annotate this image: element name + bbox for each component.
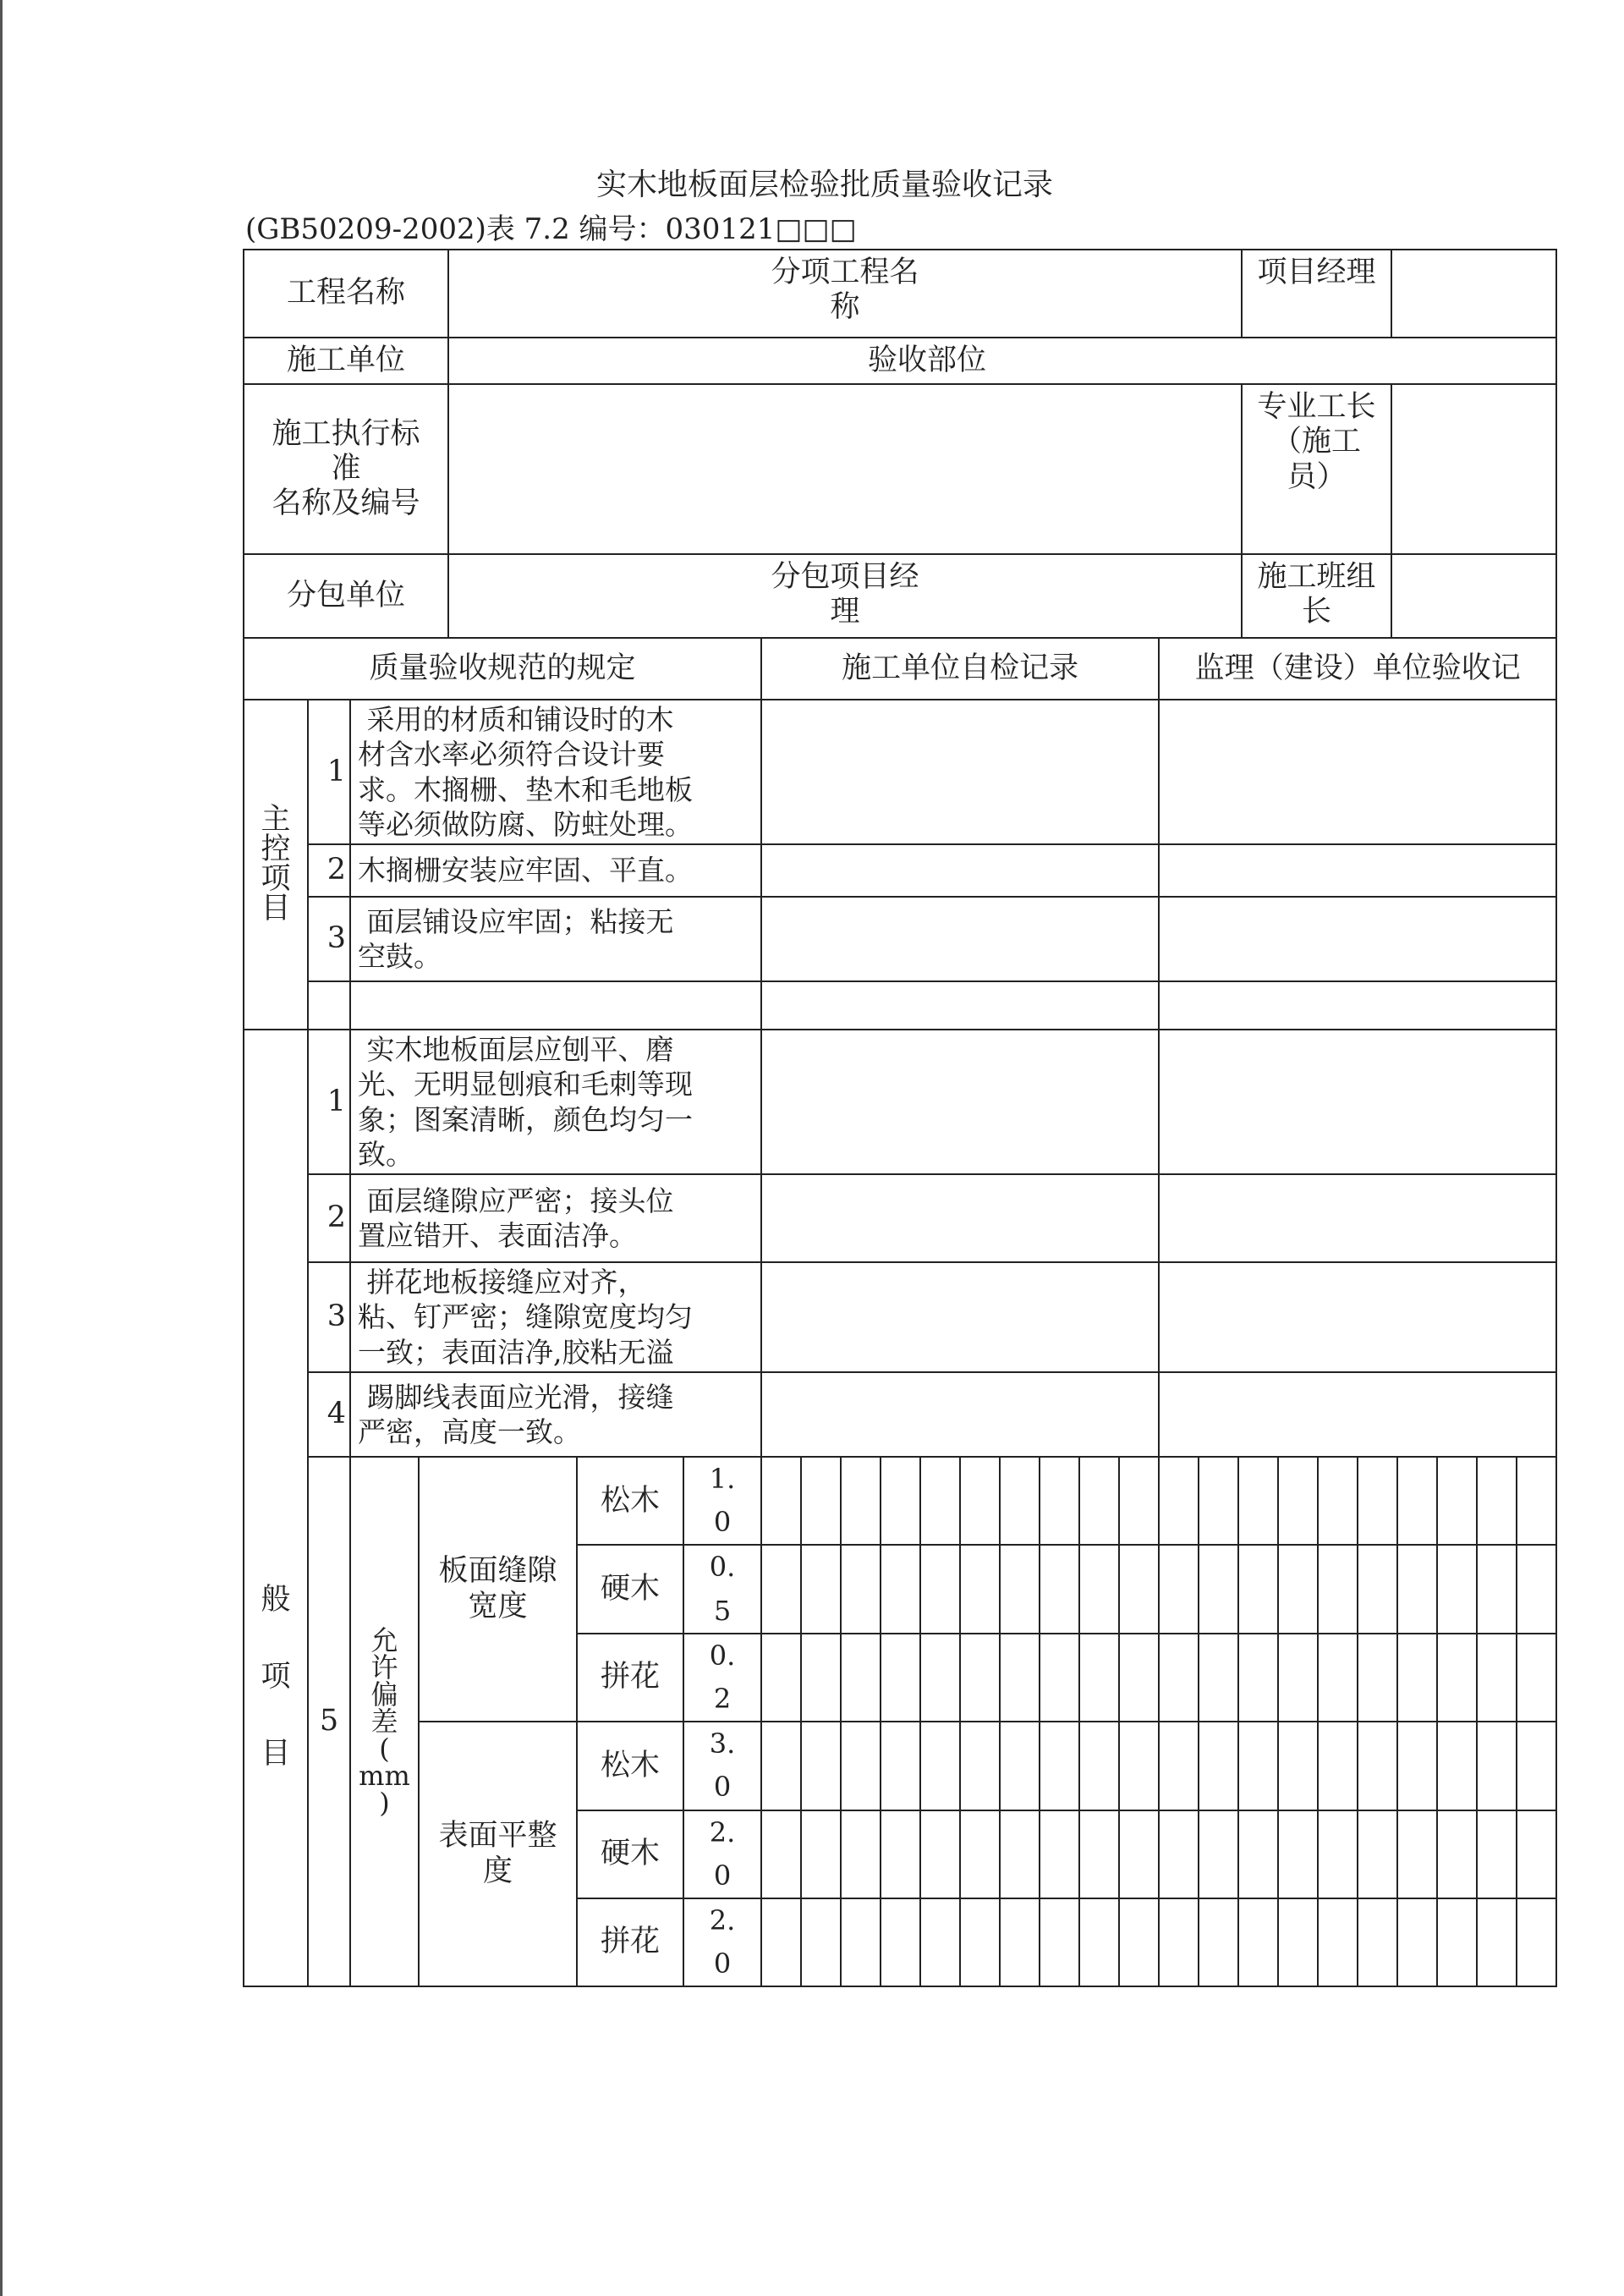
- measurement-cell[interactable]: [881, 1898, 920, 1986]
- measurement-cell[interactable]: [1199, 1545, 1238, 1633]
- measurement-cell[interactable]: [1437, 1634, 1477, 1722]
- wood-type: 硬木: [577, 1810, 683, 1898]
- measurement-cell[interactable]: [1437, 1457, 1477, 1545]
- wood-type: 硬木: [577, 1545, 683, 1633]
- measurement-cell[interactable]: [1318, 1722, 1358, 1810]
- measurement-cell[interactable]: [801, 1810, 841, 1898]
- item-number: 1: [308, 700, 350, 844]
- measurement-cell[interactable]: [801, 1722, 841, 1810]
- item-description: 木搁栅安装应牢固、平直。: [350, 844, 761, 897]
- measurement-cell[interactable]: [920, 1722, 960, 1810]
- measurement-cell[interactable]: [761, 1457, 801, 1545]
- main-control-label: 主 控 项 目: [244, 700, 308, 1030]
- measurement-cell[interactable]: [1477, 1898, 1517, 1986]
- measurement-cell[interactable]: [881, 1457, 920, 1545]
- measurement-cell[interactable]: [1517, 1634, 1556, 1722]
- tolerance-value: 2. 0: [683, 1898, 761, 1986]
- measurement-cell[interactable]: [1079, 1722, 1119, 1810]
- measurement-cell[interactable]: [1079, 1545, 1119, 1633]
- measurement-cell[interactable]: [1437, 1898, 1477, 1986]
- measurement-cell[interactable]: [1477, 1545, 1517, 1633]
- wood-type: 拼花: [577, 1898, 683, 1986]
- measurement-cell[interactable]: [1159, 1545, 1199, 1633]
- measurement-cell[interactable]: [1278, 1898, 1318, 1986]
- measurement-cell[interactable]: [1199, 1457, 1238, 1545]
- tolerance-value: 1. 0: [683, 1457, 761, 1545]
- self-check-cell[interactable]: [761, 1372, 1159, 1457]
- measurement-cell[interactable]: [1119, 1722, 1159, 1810]
- measurement-cell[interactable]: [1119, 1634, 1159, 1722]
- measurement-cell[interactable]: [1358, 1810, 1397, 1898]
- supervision-cell[interactable]: [1159, 1030, 1556, 1174]
- measurement-cell[interactable]: [920, 1898, 960, 1986]
- measurement-cell[interactable]: [920, 1634, 960, 1722]
- measurement-cell[interactable]: [841, 1457, 881, 1545]
- acceptance-part-label: 验收部位: [448, 338, 1556, 384]
- supervision-cell[interactable]: [1159, 1372, 1556, 1457]
- measurement-cell[interactable]: [1358, 1545, 1397, 1633]
- measurement-cell[interactable]: [1437, 1722, 1477, 1810]
- measurement-cell[interactable]: [1238, 1545, 1278, 1633]
- measurement-cell[interactable]: [1000, 1810, 1040, 1898]
- measurement-cell[interactable]: [1238, 1634, 1278, 1722]
- measurement-cell[interactable]: [1477, 1722, 1517, 1810]
- team-leader-label: 施工班组 长: [1242, 554, 1391, 638]
- measurement-cell[interactable]: [761, 1810, 801, 1898]
- foreman-label: 专业工长 （施工 员）: [1242, 384, 1391, 554]
- self-check-cell[interactable]: [761, 1262, 1159, 1372]
- project-manager-label: 项目经理: [1242, 250, 1391, 338]
- team-leader-value[interactable]: [1391, 554, 1556, 638]
- project-info-table: [243, 249, 1557, 639]
- tolerance-value: 2. 0: [683, 1810, 761, 1898]
- measurement-cell[interactable]: [1358, 1634, 1397, 1722]
- self-check-cell[interactable]: [761, 1030, 1159, 1174]
- item-description: 采用的材质和铺设时的木 材含水率必须符合设计要 求。木搁栅、垫木和毛地板 等必须做防腐、防蛀处理。: [350, 700, 761, 844]
- item-description: 踢脚线表面应光滑，接缝 严密，高度一致。: [350, 1372, 761, 1457]
- wood-type: 拼花: [577, 1634, 683, 1722]
- measurement-cell[interactable]: [841, 1722, 881, 1810]
- item-description: 拼花地板接缝应对齐， 粘、钉严密；缝隙宽度均匀 一致；表面洁净,胶粘无溢: [350, 1262, 761, 1372]
- measurement-cell[interactable]: [1437, 1545, 1477, 1633]
- measurement-cell[interactable]: [1517, 1898, 1556, 1986]
- measurement-cell[interactable]: [1119, 1898, 1159, 1986]
- tolerance-value: 0. 5: [683, 1545, 761, 1633]
- item-number: 2: [308, 844, 350, 897]
- measurement-cell[interactable]: [841, 1634, 881, 1722]
- measurement-cell[interactable]: [1358, 1457, 1397, 1545]
- project-name-label: 工程名称: [244, 250, 448, 338]
- measurement-cell[interactable]: [1517, 1722, 1556, 1810]
- measurement-cell[interactable]: [1000, 1457, 1040, 1545]
- measurement-cell[interactable]: [1000, 1634, 1040, 1722]
- measurement-cell[interactable]: [1397, 1457, 1437, 1545]
- item-description: 实木地板面层应刨平、磨 光、无明显刨痕和毛刺等现 象；图案清晰，颜色均匀一 致。: [350, 1030, 761, 1174]
- self-check-cell[interactable]: [761, 897, 1159, 981]
- measurement-cell[interactable]: [1040, 1810, 1079, 1898]
- measurement-cell[interactable]: [1199, 1634, 1238, 1722]
- measurement-cell[interactable]: [1278, 1457, 1318, 1545]
- self-check-cell[interactable]: [761, 1174, 1159, 1262]
- measurement-cell[interactable]: [881, 1634, 920, 1722]
- measurement-cell[interactable]: [1079, 1634, 1119, 1722]
- self-check-cell[interactable]: [761, 700, 1159, 844]
- measurement-cell[interactable]: [1318, 1457, 1358, 1545]
- supervision-cell[interactable]: [1159, 700, 1556, 844]
- measurement-cell[interactable]: [1000, 1898, 1040, 1986]
- item-number: 4: [308, 1372, 350, 1457]
- document-title: 实木地板面层检验批质量验收记录: [595, 168, 1053, 202]
- measurement-cell[interactable]: [1040, 1634, 1079, 1722]
- empty-cell: [308, 981, 350, 1030]
- measurement-cell[interactable]: [1397, 1545, 1437, 1633]
- measurement-cell[interactable]: [1517, 1810, 1556, 1898]
- measurement-cell[interactable]: [761, 1722, 801, 1810]
- measurement-cell[interactable]: [1040, 1457, 1079, 1545]
- general-items-label: 般 项 目: [244, 1030, 308, 1986]
- measurement-cell[interactable]: [881, 1810, 920, 1898]
- measurement-cell[interactable]: [1477, 1810, 1517, 1898]
- supervision-cell[interactable]: [1159, 981, 1556, 1030]
- measurement-cell[interactable]: [761, 1545, 801, 1633]
- self-check-cell[interactable]: [761, 981, 1159, 1030]
- supervision-cell[interactable]: [1159, 844, 1556, 897]
- measurement-cell[interactable]: [1238, 1898, 1278, 1986]
- standard-value[interactable]: [448, 384, 1242, 554]
- measurement-cell[interactable]: [1318, 1634, 1358, 1722]
- measurement-cell[interactable]: [761, 1634, 801, 1722]
- measurement-cell[interactable]: [960, 1810, 1000, 1898]
- measurement-cell[interactable]: [881, 1722, 920, 1810]
- item-number: 3: [308, 897, 350, 981]
- item-description: 面层缝隙应严密；接头位 置应错开、表面洁净。: [350, 1174, 761, 1262]
- empty-description: [350, 981, 761, 1030]
- project-manager-value[interactable]: [1391, 250, 1556, 338]
- tolerance-group-name: 板面缝隙 宽度: [419, 1457, 577, 1722]
- measurement-cell[interactable]: [1079, 1810, 1119, 1898]
- measurement-cell[interactable]: [960, 1634, 1000, 1722]
- item-number: 5: [308, 1457, 350, 1986]
- item-description: 面层铺设应牢固；粘接无 空鼓。: [350, 897, 761, 981]
- measurement-cell[interactable]: [1119, 1457, 1159, 1545]
- tolerance-value: 0. 2: [683, 1634, 761, 1722]
- standard-label: 施工执行标 准 名称及编号: [244, 384, 448, 554]
- measurement-cell[interactable]: [1437, 1810, 1477, 1898]
- measurement-cell[interactable]: [1278, 1722, 1318, 1810]
- measurement-cell[interactable]: [1238, 1810, 1278, 1898]
- spec-header: 质量验收规范的规定: [244, 638, 761, 700]
- wood-type: 松木: [577, 1722, 683, 1810]
- measurement-cell[interactable]: [1358, 1898, 1397, 1986]
- measurement-cell[interactable]: [1119, 1810, 1159, 1898]
- supervision-header: 监理（建设）单位验收记: [1159, 638, 1556, 700]
- measurement-cell[interactable]: [960, 1457, 1000, 1545]
- measurement-cell[interactable]: [801, 1898, 841, 1986]
- measurement-cell[interactable]: [801, 1545, 841, 1633]
- measurement-cell[interactable]: [1159, 1810, 1199, 1898]
- measurement-cell[interactable]: [960, 1545, 1000, 1633]
- tolerance-label: 允 许 偏 差 ( mm ): [350, 1457, 419, 1986]
- tolerance-value: 3. 0: [683, 1722, 761, 1810]
- measurement-cell[interactable]: [1040, 1722, 1079, 1810]
- measurement-cell[interactable]: [1517, 1457, 1556, 1545]
- measurement-cell[interactable]: [1318, 1545, 1358, 1633]
- measurement-cell[interactable]: [960, 1898, 1000, 1986]
- self-check-cell[interactable]: [761, 844, 1159, 897]
- subcontractor-label: 分包单位: [244, 554, 448, 638]
- measurement-cell[interactable]: [761, 1898, 801, 1986]
- foreman-value[interactable]: [1391, 384, 1556, 554]
- supervision-cell[interactable]: [1159, 1262, 1556, 1372]
- measurement-cell[interactable]: [881, 1545, 920, 1633]
- measurement-cell[interactable]: [801, 1634, 841, 1722]
- page-edge-line: [0, 0, 3, 2296]
- sub-project-manager-label: 分包项目经 理: [448, 554, 1242, 638]
- construction-unit-label: 施工单位: [244, 338, 448, 384]
- measurement-cell[interactable]: [1159, 1634, 1199, 1722]
- inspection-table: [243, 637, 1557, 1987]
- measurement-cell[interactable]: [801, 1457, 841, 1545]
- measurement-cell[interactable]: [1040, 1545, 1079, 1633]
- measurement-cell[interactable]: [1278, 1810, 1318, 1898]
- measurement-cell[interactable]: [1397, 1810, 1437, 1898]
- form-code: (GB50209-2002)表 7.2 编号：030121□□□: [245, 212, 857, 246]
- measurement-cell[interactable]: [1000, 1545, 1040, 1633]
- item-number: 1: [308, 1030, 350, 1174]
- measurement-cell[interactable]: [1477, 1457, 1517, 1545]
- measurement-cell[interactable]: [920, 1545, 960, 1633]
- tolerance-group-name: 表面平整 度: [419, 1722, 577, 1986]
- measurement-cell[interactable]: [1278, 1545, 1318, 1633]
- measurement-cell[interactable]: [1278, 1634, 1318, 1722]
- measurement-cell[interactable]: [841, 1810, 881, 1898]
- measurement-cell[interactable]: [1397, 1634, 1437, 1722]
- measurement-cell[interactable]: [1199, 1810, 1238, 1898]
- measurement-cell[interactable]: [1397, 1898, 1437, 1986]
- measurement-cell[interactable]: [920, 1457, 960, 1545]
- item-number: 3: [308, 1262, 350, 1372]
- measurement-cell[interactable]: [1040, 1898, 1079, 1986]
- measurement-cell[interactable]: [1199, 1722, 1238, 1810]
- supervision-cell[interactable]: [1159, 1174, 1556, 1262]
- measurement-cell[interactable]: [841, 1898, 881, 1986]
- supervision-cell[interactable]: [1159, 897, 1556, 981]
- self-check-header: 施工单位自检记录: [761, 638, 1159, 700]
- measurement-cell[interactable]: [920, 1810, 960, 1898]
- measurement-cell[interactable]: [960, 1722, 1000, 1810]
- measurement-cell[interactable]: [1199, 1898, 1238, 1986]
- measurement-cell[interactable]: [1517, 1545, 1556, 1633]
- measurement-cell[interactable]: [1159, 1722, 1199, 1810]
- measurement-cell[interactable]: [1358, 1722, 1397, 1810]
- measurement-cell[interactable]: [1159, 1898, 1199, 1986]
- measurement-cell[interactable]: [1079, 1898, 1119, 1986]
- measurement-cell[interactable]: [1238, 1457, 1278, 1545]
- measurement-cell[interactable]: [1318, 1810, 1358, 1898]
- measurement-cell[interactable]: [1318, 1898, 1358, 1986]
- sub-project-name-label: 分项工程名 称: [448, 250, 1242, 338]
- measurement-cell[interactable]: [1159, 1457, 1199, 1545]
- item-number: 2: [308, 1174, 350, 1262]
- measurement-cell[interactable]: [1079, 1457, 1119, 1545]
- measurement-cell[interactable]: [1397, 1722, 1437, 1810]
- measurement-cell[interactable]: [1238, 1722, 1278, 1810]
- measurement-cell[interactable]: [841, 1545, 881, 1633]
- wood-type: 松木: [577, 1457, 683, 1545]
- measurement-cell[interactable]: [1477, 1634, 1517, 1722]
- measurement-cell[interactable]: [1119, 1545, 1159, 1633]
- measurement-cell[interactable]: [1000, 1722, 1040, 1810]
